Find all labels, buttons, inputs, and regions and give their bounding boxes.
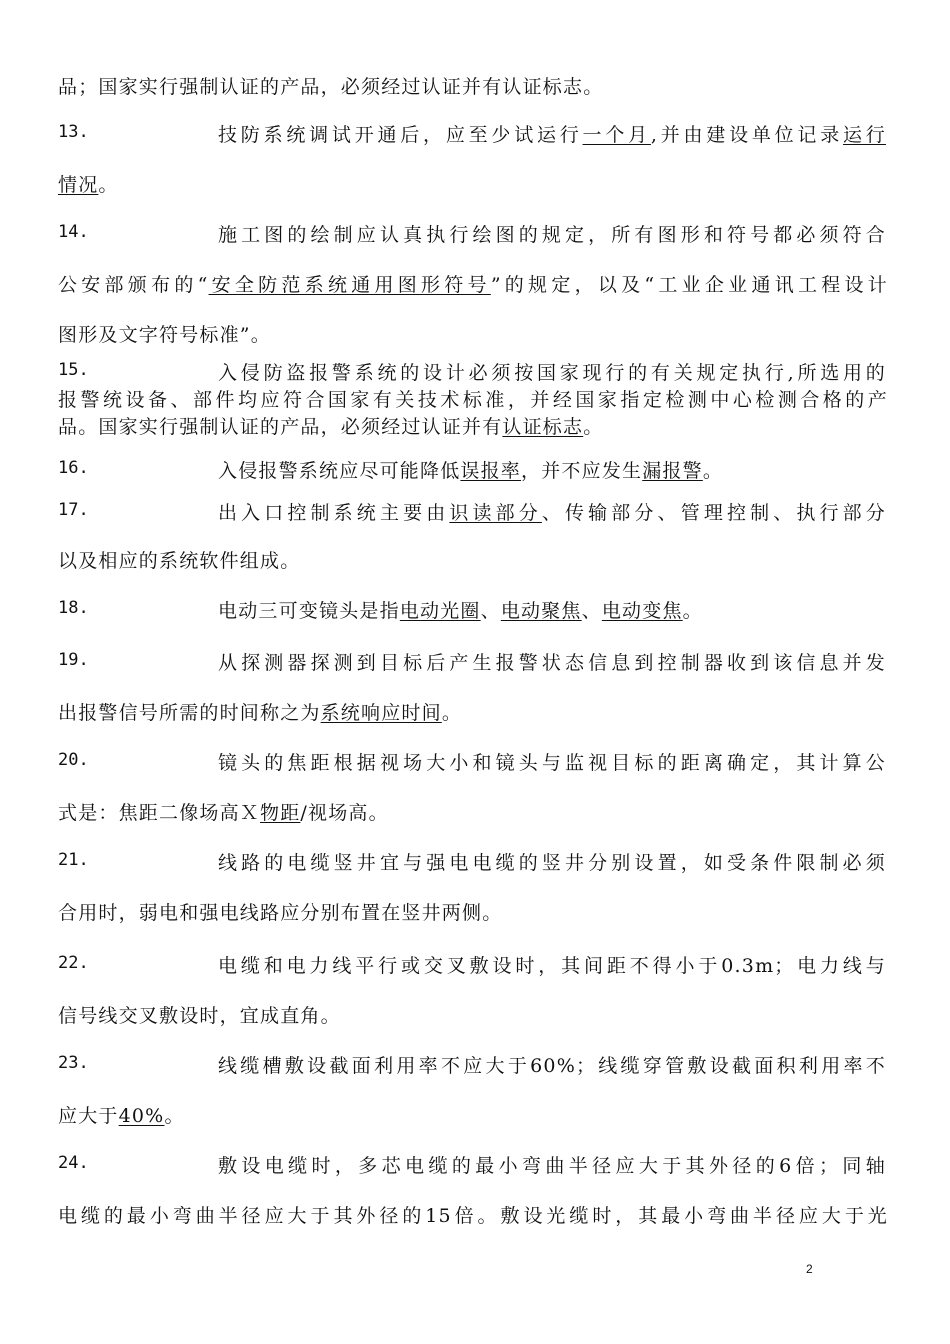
item-15-text: 入侵防盗报警系统的设计必须按国家现行的有关规定执行,所选用的	[218, 362, 886, 384]
item-19-text: 从探测器探测到目标后产生报警状态信息到控制器收到该信息并发	[218, 652, 886, 674]
item-22-text: 电缆和电力线平行或交叉敷设时，其间距不得小于0.3m；电力线与	[218, 955, 886, 977]
item-21-continuation: 合用时，弱电和强电线路应分别布置在竖井两侧。	[58, 902, 503, 924]
answer-underline: 系统响应时间	[320, 702, 442, 724]
item-20-text: 镜头的焦距根据视场大小和镜头与监视目标的距离确定，其计算公	[218, 752, 886, 774]
item-15-continuation: 报警统设备、部件均应符合国家有关技术标准，并经国家指定检测中心检测合格的产	[58, 389, 888, 411]
item-17-text: 出入口控制系统主要由识读部分、传输部分、管理控制、执行部分	[218, 502, 886, 524]
answer-underline: 电动变焦	[601, 600, 683, 622]
item-14-text: 施工图的绘制应认真执行绘图的规定，所有图形和符号都必须符合	[218, 224, 886, 246]
answer-underline: 一个月	[582, 124, 651, 146]
item-number-13: 13.	[58, 122, 89, 142]
item-number-23: 23.	[58, 1053, 89, 1073]
answer-underline: 认证标志	[502, 416, 584, 438]
item-23-continuation: 应大于40%。	[58, 1105, 185, 1127]
item-number-17: 17.	[58, 500, 89, 520]
item-16-text: 入侵报警系统应尽可能降低误报率，并不应发生漏报警。	[218, 460, 724, 482]
item-24-text: 敷设电缆时，多芯电缆的最小弯曲半径应大于其外径的6倍；同轴	[218, 1155, 886, 1177]
item-14-continuation: 公安部颁布的“安全防范系统通用图形符号”的规定，以及“工业企业通讯工程设计	[58, 274, 888, 296]
answer-underline: 漏报警	[642, 460, 703, 482]
item-20-continuation: 式是：焦距二像场高Ｘ物距/视场高。	[58, 802, 389, 824]
item-22-continuation: 信号线交叉敷设时，宜成直角。	[58, 1005, 341, 1027]
item-number-24: 24.	[58, 1153, 89, 1173]
page-number: 2	[806, 1262, 813, 1276]
item-13-continuation: 情况。	[58, 174, 119, 196]
item-17-continuation: 以及相应的系统软件组成。	[58, 550, 301, 572]
item-23-text: 线缆槽敷设截面利用率不应大于60%；线缆穿管敷设截面积利用率不	[218, 1055, 886, 1077]
paragraph-line: 品；国家实行强制认证的产品，必须经过认证并有认证标志。	[58, 76, 604, 98]
item-24-continuation: 电缆的最小弯曲半径应大于其外径的15倍。敷设光缆时，其最小弯曲半径应大于光	[58, 1205, 888, 1227]
item-number-22: 22.	[58, 953, 89, 973]
item-19-continuation: 出报警信号所需的时间称之为系统响应时间。	[58, 702, 463, 724]
answer-underline: 电动光圈	[399, 600, 481, 622]
answer-underline: 物距	[260, 802, 301, 824]
item-number-20: 20.	[58, 750, 89, 770]
item-13-text: 技防系统调试开通后，应至少试运行一个月,并由建设单位记录运行	[218, 124, 886, 146]
item-18-text: 电动三可变镜头是指电动光圈、电动聚焦、电动变焦。	[218, 600, 703, 622]
item-number-14: 14.	[58, 222, 89, 242]
item-number-15: 15.	[58, 360, 89, 380]
item-14-continuation: 图形及文字符号标准”。	[58, 324, 271, 346]
item-15-continuation: 品。国家实行强制认证的产品，必须经过认证并有认证标志。	[58, 416, 604, 438]
item-21-text: 线路的电缆竖井宜与强电电缆的竖井分别设置，如受条件限制必须	[218, 852, 886, 874]
item-number-18: 18.	[58, 598, 89, 618]
answer-underline: 识读部分	[449, 502, 542, 524]
answer-underline: 运行	[843, 124, 886, 146]
answer-underline: 误报率	[460, 460, 522, 482]
answer-underline: 40%	[118, 1105, 165, 1127]
answer-underline: 安全防范系统通用图形符号	[208, 274, 491, 296]
item-number-16: 16.	[58, 458, 89, 478]
answer-underline: 电动聚焦	[500, 600, 582, 622]
item-number-21: 21.	[58, 850, 89, 870]
item-number-19: 19.	[58, 650, 89, 670]
answer-underline: 情况	[58, 174, 99, 196]
